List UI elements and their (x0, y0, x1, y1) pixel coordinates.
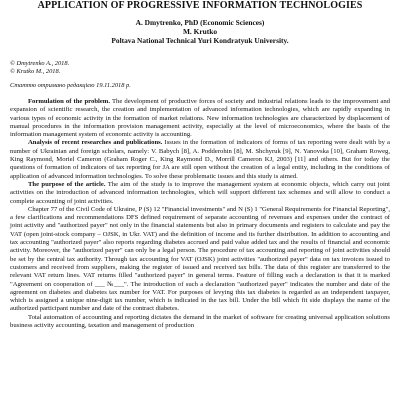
article-body (10, 98, 390, 330)
author-line-1: A. Dmytrenko, PhD (Economic Sciences) (135, 18, 265, 27)
received-date: Статтю отримано редакцією 19.11.2018 р. (10, 82, 131, 89)
paragraph-total-automation: Total automation of accounting and reporting dictates the demand in the market of software for creating universal application solutions business activity accounting, taxation and management of production (10, 313, 390, 330)
text-purpose: The aim of the study is to improve the management system at economic objects, which carry out joint activities on the introduction of advanced information technologies, which will support different tax schemes and will allow to conduct a complete accounting of joint activities. (10, 180, 390, 205)
text-analysis: Issues in the formation of indicators of forms of tax reporting were dealt with by a number of Ukrainian and foreign scholars, namely: V. Babych [8], A. Podderohin [8], M. Shchyruk [9], N. Yanovska [10], Graham Roweg, King Raymond, Moriel Cameron (Graham Roger C., King Raymond D., Morrill Cameron KJ, 2003) [11] and others. But for today the questions of formation of indicators of tax reporting for JA are still open without the creation of a legal entity, including in the conditions of application of advanced information technologies. To solve these problematic issues and this study is aimed. (10, 139, 390, 180)
paragraph-formulation (10, 98, 390, 139)
paragraph-purpose (10, 181, 390, 206)
copyright-line-2: © Krutko M., 2018. (10, 68, 61, 75)
author-affiliation: Poltava National Technical Yuri Kondratyuk University. (111, 36, 289, 45)
author-line-2: M. Krutko (182, 27, 218, 36)
heading-formulation: Formulation of the problem. (28, 98, 110, 105)
copyright-block (10, 60, 69, 76)
text-formulation: The development of productive forces of society and industrial relations leads to the improvement and expansion of scientific research, the creation and implementation of advanced information technologies, which are rapidly expanding in various types of economic activity in the formation of market relations. New information technologies are characterized by displacement of manual procedures in the information provision management activity, especially at the level of microeconomics, where the basis of the information management system of economic activity is accounting. (10, 98, 390, 139)
paragraph-chapter77: Chapter 77 of the Civil Code of Ukraine, P (S) 12 "Financial investments" and N (S) 1 "General Requirements for Financial Reporting", a few clarifications and recommendations DFS defined requirement of separate accounting of revenues and expenses under the contract of joint activity and "authorized payer" not only in the financial statements but also in primary documents and registers to calculate and pay the VAT (open joint-stock company – OJSK, in Ukr. VAT) and the definition of income and its further distribution. In addition to accounting and tax accounting "authorized payer" also reports regarding diabetes accrued and paid value added tax and the results of financial and economic activity. Moreover, the "authorized payer" can only be a legal person. The procedure of tax accounting and reporting of joint activities should be set by the central tax authority. Through tax accounting for VAT (OJSK) joint activities "authorized payer" data on tax invoices issued to customers and received from suppliers, making the register of issued and received tax bills. The data of this register are transferred to the relevant VAT return lines. VAT returns filled "authorized payer" in general terms. Feature of filling such a declaration is that it is marked "Agreement on cooperation of ___ №___". The introduction of such a declaration "authorized payer" indicates the number and date of the agreement on diabetes and diabetes tax number for VAT. For purposes of levying this tax diabetes is regarded as an independent taxpayer, which is assigned a unique nine-digit tax number, which is indicated in the tax bill. Under the bill which fit side displays the name of the authorized participant number and date of the contract diabetes. (10, 205, 390, 313)
copyright-line-1: © Dmytrenko A., 2018. (10, 60, 70, 67)
heading-analysis: Analysis of recent researches and publications. (28, 139, 163, 147)
paper-title: APPLICATION OF PROGRESSIVE INFORMATION TECHNOLOGIES (37, 0, 363, 11)
authors-block (0, 18, 400, 45)
paragraph-analysis (10, 139, 390, 180)
heading-purpose: The purpose of the article. (28, 180, 106, 188)
